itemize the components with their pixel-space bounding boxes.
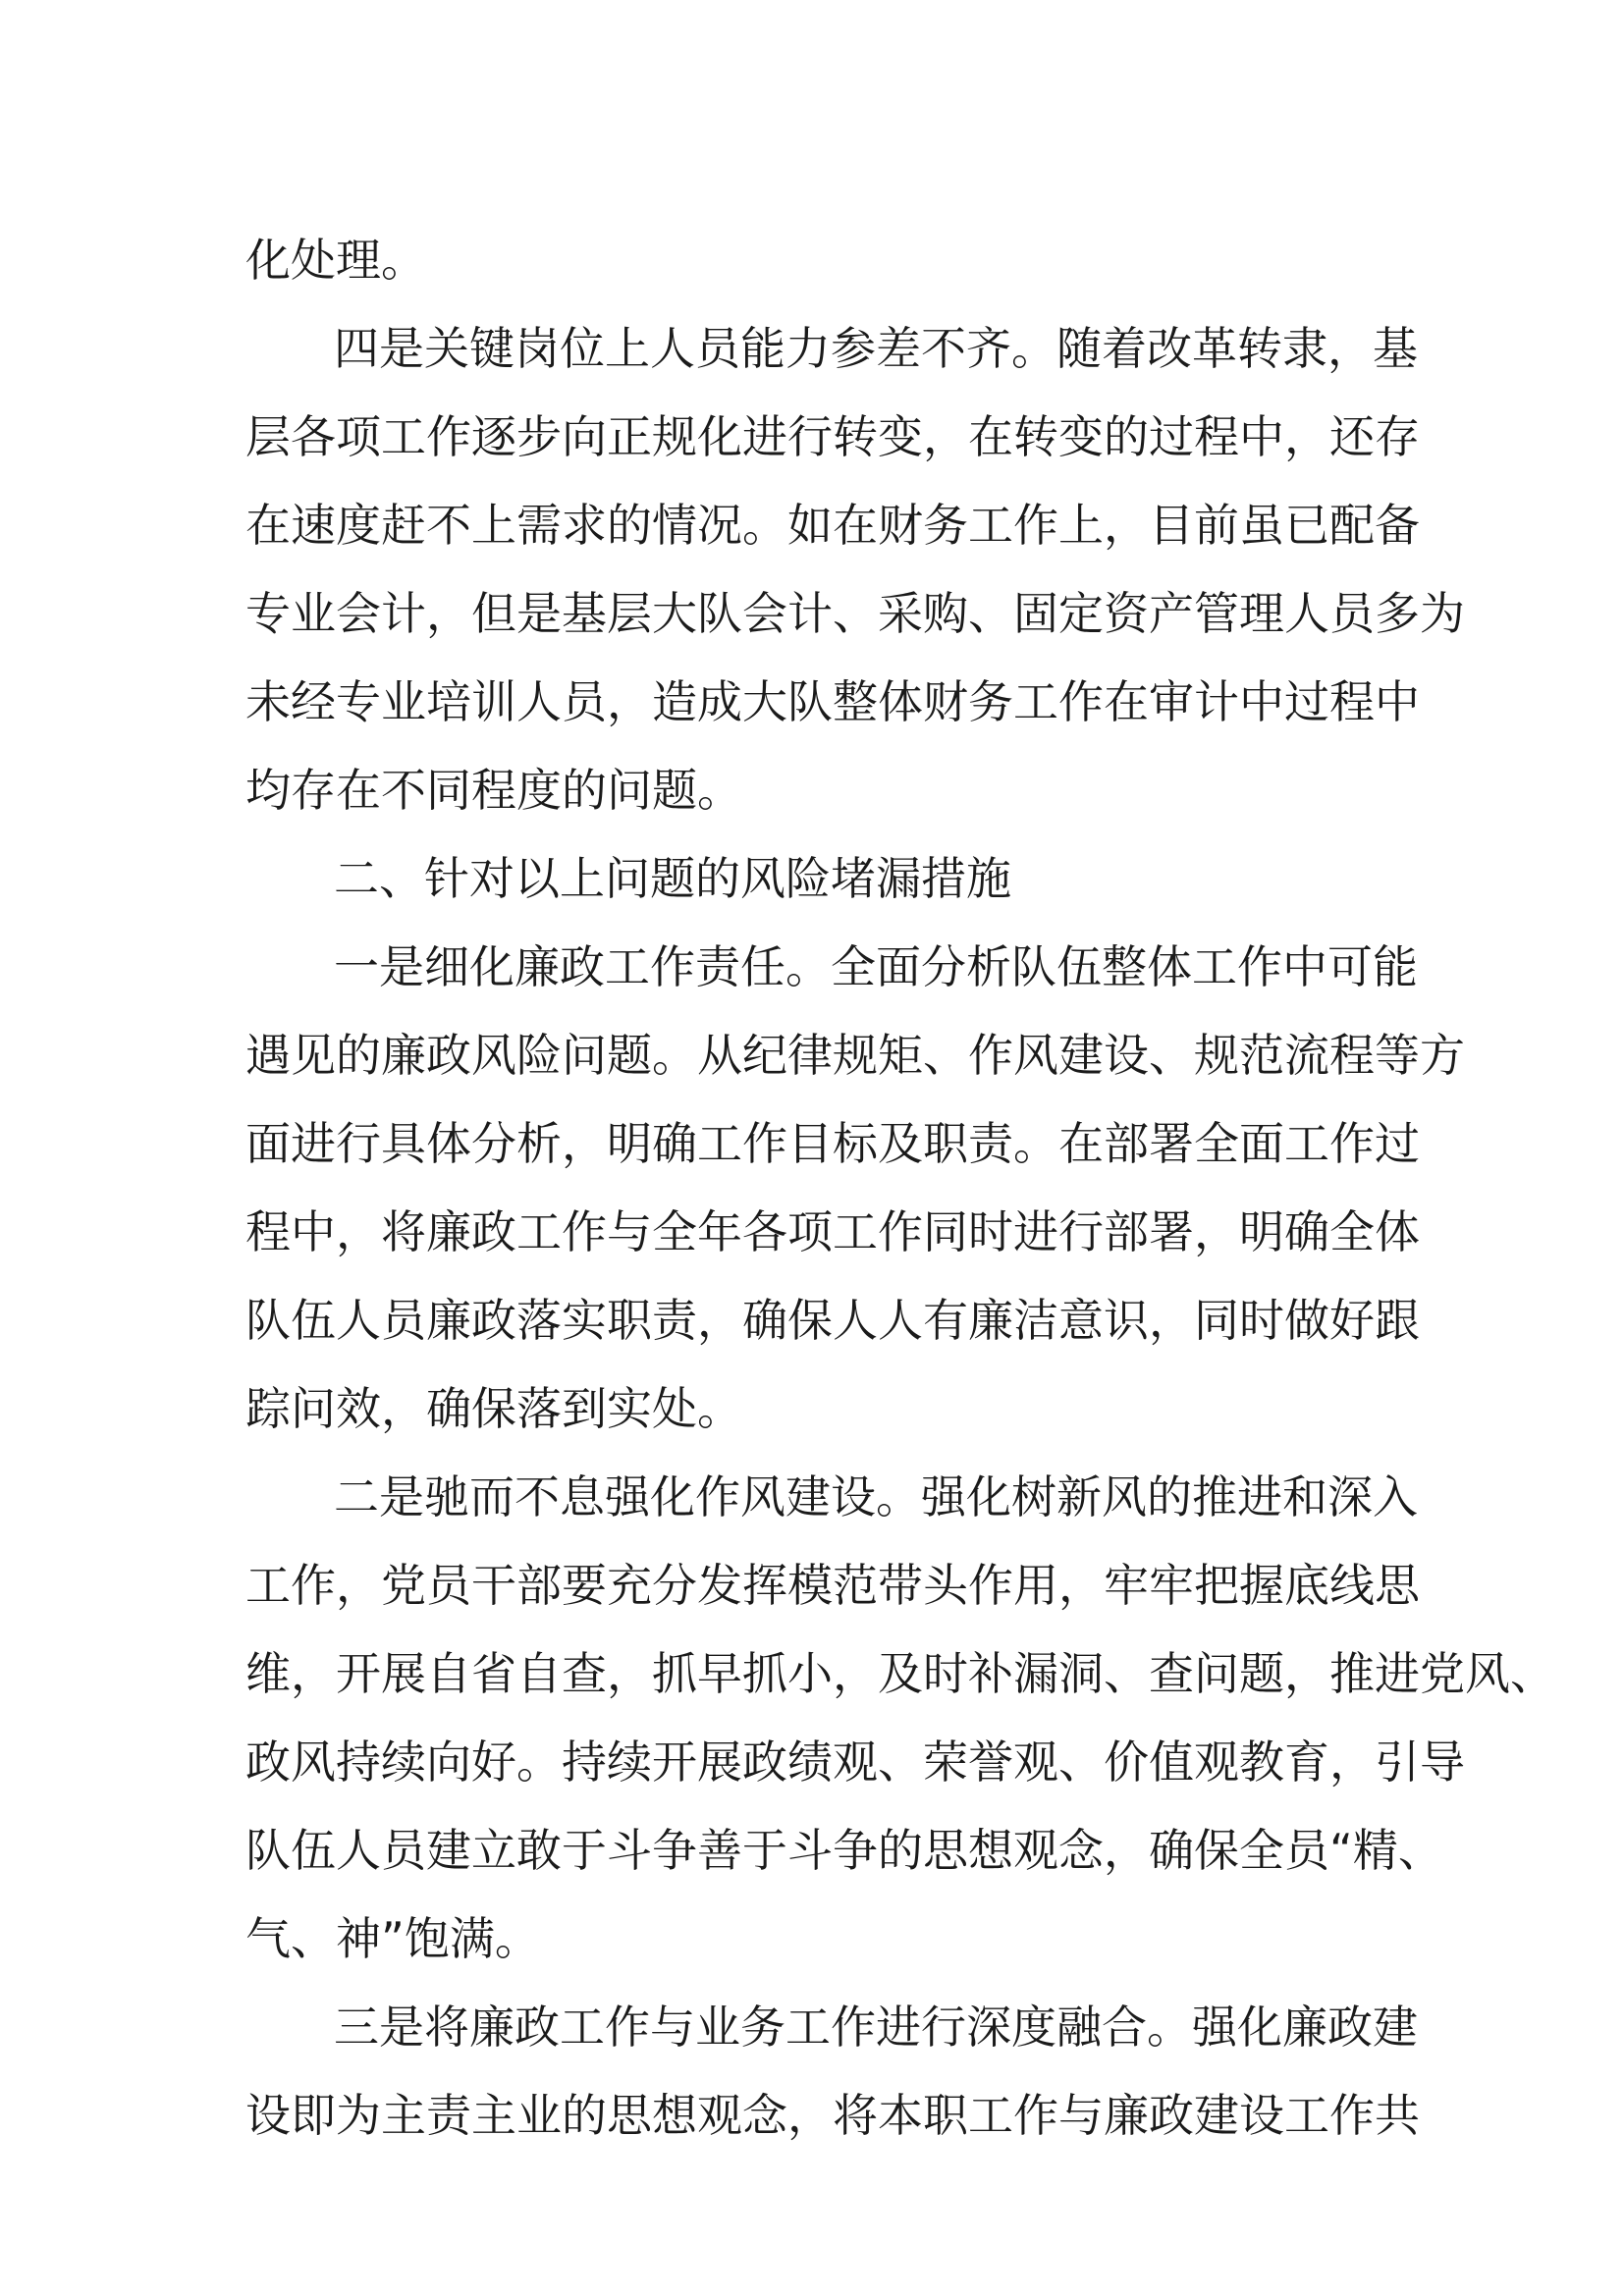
text-line: 均存在不同程度的问题。 [245, 764, 742, 817]
text-line: 面进行具体分析，明确工作目标及职责。在部署全面工作过 [245, 1117, 1420, 1170]
text-line: 程中，将廉政工作与全年各项工作同时进行部署，明确全体 [245, 1205, 1420, 1258]
text-line: 三是将廉政工作与业务工作进行深度融合。强化廉政建 [334, 2001, 1418, 2054]
text-line: 设即为主责主业的思想观念，将本职工作与廉政建设工作共 [245, 2089, 1420, 2142]
text-line: 队伍人员廉政落实职责，确保人人有廉洁意识，同时做好跟 [245, 1294, 1420, 1347]
text-line: 一是细化廉政工作责任。全面分析队伍整体工作中可能 [334, 940, 1418, 993]
text-line: 政风持续向好。持续开展政绩观、荣誉观、价值观教育，引导 [245, 1735, 1465, 1789]
text-line: 踪问效，确保落到实处。 [245, 1382, 742, 1435]
text-line: 层各项工作逐步向正规化进行转变，在转变的过程中，还存 [245, 410, 1420, 463]
text-line: 专业会计，但是基层大队会计、采购、固定资产管理人员多为 [245, 587, 1465, 640]
text-line: 在速度赶不上需求的情况。如在财务工作上，目前虽已配备 [245, 499, 1420, 552]
text-line: 队伍人员建立敢于斗争善于斗争的思想观念，确保全员“精、 [245, 1824, 1443, 1877]
text-line: 未经专业培训人员，造成大队整体财务工作在审计中过程中 [245, 675, 1420, 728]
text-line: 气、神”饱满。 [245, 1912, 540, 1965]
text-line: 四是关键岗位上人员能力参差不齐。随着改革转隶，基 [334, 322, 1418, 375]
text-line: 维，开展自省自查，抓早抓小，及时补漏洞、查问题，推进党风、 [245, 1647, 1555, 1700]
text-line: 化处理。 [245, 234, 426, 287]
text-line: 工作，党员干部要充分发挥模范带头作用，牢牢把握底线思 [245, 1559, 1420, 1612]
section-heading: 二、针对以上问题的风险堵漏措施 [334, 852, 1011, 905]
text-line: 二是驰而不息强化作风建设。强化树新风的推进和深入 [334, 1470, 1418, 1523]
text-line: 遇见的廉政风险问题。从纪律规矩、作风建设、规范流程等方 [245, 1029, 1465, 1082]
